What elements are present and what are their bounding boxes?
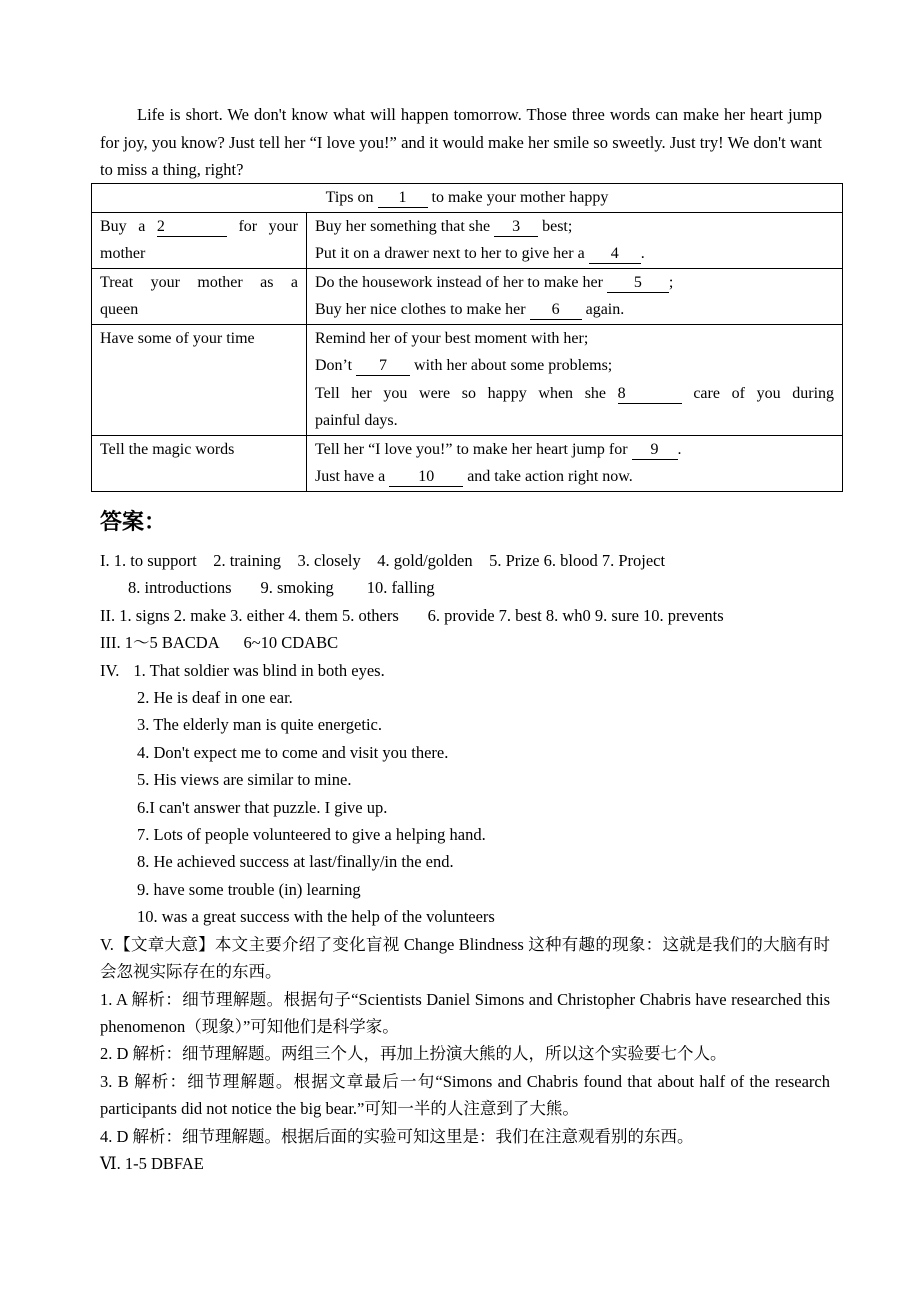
answer-part-i-cont: 8. introductions 9. smoking 10. falling bbox=[128, 578, 435, 598]
list-item: 3. The elderly man is quite energetic. bbox=[137, 715, 382, 735]
answer-part-vi: Ⅵ. 1-5 DBFAE bbox=[100, 1153, 204, 1173]
answer-part-v-2: 2. D 解析：细节理解题。两组三个人，再加上扮演大熊的人，所以这个实验要七个人。 bbox=[100, 1044, 727, 1064]
blank-8: 8 bbox=[618, 385, 682, 404]
table-row-label: Treat your mother as a queen bbox=[92, 268, 307, 324]
list-item: 2. He is deaf in one ear. bbox=[137, 688, 293, 708]
answer-part-iv: IV. 1. That soldier was blind in both eyes. bbox=[100, 660, 385, 680]
answer-part-v-3: 3. B 解析：细节理解题。根据文章最后一句“Simons and Chabris found that about half of the research participants did not notice the big bear.”可知一半的人注意到了大熊。 bbox=[100, 1071, 830, 1119]
tips-table bbox=[91, 183, 843, 492]
table-row bbox=[92, 324, 843, 435]
list-item: 4. Don't expect me to come and visit you there. bbox=[137, 742, 449, 762]
answer-section bbox=[100, 547, 830, 1177]
table-row bbox=[92, 212, 843, 268]
table-row-label: Have some of your time bbox=[92, 324, 307, 435]
table-row-label: Tell the magic words bbox=[92, 435, 307, 491]
blank-3: 3 bbox=[494, 218, 538, 237]
list-item: 6.I can't answer that puzzle. I give up. bbox=[137, 797, 388, 817]
blank-1: 1 bbox=[378, 189, 428, 208]
intro-paragraph: Life is short. We don't know what will happen tomorrow. Those three words can make her heart jump for joy, you know? Just tell her “I love you!” and it would make her smile so sweetly. Just try! We don't want to miss a thing, right? bbox=[100, 105, 822, 179]
answer-part-v-1: 1. A 解析：细节理解题。根据句子“Scientists Daniel Simons and Christopher Chabris have researched this phenomenon（现象）”可知他们是科学家。 bbox=[100, 989, 830, 1036]
blank-6: 6 bbox=[530, 301, 582, 320]
table-header: Tips on 1 to make your mother happy bbox=[92, 184, 843, 213]
table-row-content: Tell her “I love you!” to make her heart jump for 9 . Just have a 10 and take action right now. bbox=[307, 435, 843, 491]
blank-4: 4 bbox=[589, 245, 641, 264]
list-item: 5. His views are similar to mine. bbox=[137, 770, 352, 790]
answer-part-i: I. 1. to support 2. training 3. closely 4. gold/golden 5. Prize 6. blood 7. Project bbox=[100, 551, 666, 570]
answer-heading: 答案： bbox=[100, 510, 167, 535]
table-row-label: Buy a 2 for your mother bbox=[92, 212, 307, 268]
answer-part-iii: III. 1～5 BACDA 6~10 CDABC bbox=[100, 633, 339, 653]
list-item: 9. have some trouble (in) learning bbox=[137, 879, 361, 899]
list-item: 10. was a great success with the help of the volunteers bbox=[137, 907, 495, 927]
blank-10: 10 bbox=[389, 468, 463, 487]
table-row bbox=[92, 435, 843, 491]
table-header-row bbox=[92, 184, 843, 213]
blank-9: 9 bbox=[632, 441, 678, 460]
list-item: 7. Lots of people volunteered to give a helping hand. bbox=[137, 825, 486, 845]
table-row-content: Do the housework instead of her to make her 5 ; Buy her nice clothes to make her 6 again. bbox=[307, 268, 843, 324]
answer-part-v-4: 4. D 解析：细节理解题。根据后面的实验可知这里是：我们在注意观看别的东西。 bbox=[100, 1126, 694, 1146]
list-item: 8. He achieved success at last/finally/in the end. bbox=[137, 852, 454, 872]
blank-2: 2 bbox=[157, 218, 227, 237]
table-row-content: Buy her something that she 3 best; Put it on a drawer next to her to give her a 4 . bbox=[307, 212, 843, 268]
answer-part-ii: II. 1. signs 2. make 3. either 4. them 5. others 6. provide 7. best 8. wh0 9. sure 10. prevents bbox=[100, 605, 724, 625]
table-row bbox=[92, 268, 843, 324]
blank-5: 5 bbox=[607, 274, 669, 293]
answer-part-v-intro: V.【文章大意】本文主要介绍了变化盲视 Change Blindness 这种有趣的现象：这就是我们的大脑有时会忽视实际存在的东西。 bbox=[100, 934, 830, 982]
blank-7: 7 bbox=[356, 357, 410, 376]
table-row-content: Remind her of your best moment with her; Don’t 7 with her about some problems; Tell her you were so happy when she 8 care of you during painful days. bbox=[307, 324, 843, 435]
